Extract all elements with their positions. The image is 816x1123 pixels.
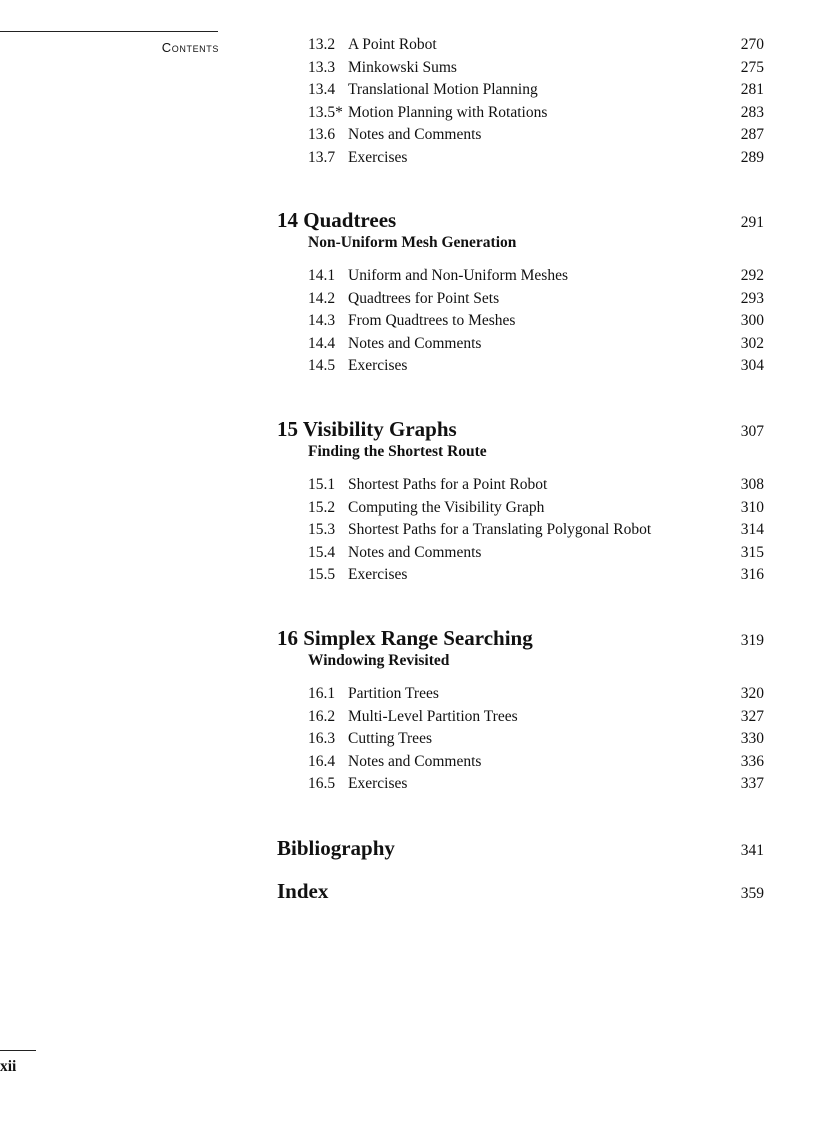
chapter-title: 16 Simplex Range Searching [277, 626, 533, 650]
page-number: 281 [740, 81, 764, 98]
toc-entry[interactable] [308, 476, 764, 494]
page-number: 283 [740, 103, 764, 121]
page-number: 310 [740, 498, 764, 516]
section-title: A Point Robot [348, 36, 437, 53]
page-number: 327 [740, 707, 764, 725]
toc-entry[interactable] [308, 335, 764, 353]
toc-entry[interactable] [308, 104, 764, 122]
section-title: Motion Planning with Rotations [348, 103, 548, 121]
page-number: 314 [740, 521, 764, 538]
section-title: Shortest Paths for a Translating Polygonal Robot [348, 521, 652, 538]
page-number: 300 [740, 312, 764, 329]
chapter-subtitle: Non-Uniform Mesh Generation [308, 234, 517, 251]
footer-rule [0, 1050, 36, 1051]
page-number: 292 [740, 267, 764, 284]
section-title: Notes and Comments [348, 334, 482, 352]
toc-entry[interactable] [308, 708, 764, 726]
folio-page-number: xii [0, 1058, 17, 1075]
running-head: Contents [161, 40, 219, 55]
chapter-title: 15 Visibility Graphs [277, 417, 457, 441]
page-number: 287 [740, 126, 764, 143]
section-number: 16.3 [308, 730, 336, 747]
toc-entry[interactable] [308, 357, 764, 375]
section-number: 15.1 [308, 476, 336, 493]
page-number: 275 [740, 58, 764, 76]
section-number: 15.3 [308, 521, 336, 538]
section-title: Minkowski Sums [348, 58, 457, 76]
toc-entry[interactable] [308, 59, 764, 77]
toc-entry[interactable] [308, 775, 764, 793]
chapter-title: 14 Quadtrees [277, 208, 397, 232]
page-number: 293 [740, 289, 764, 307]
page-number: 315 [740, 543, 764, 561]
toc-entry[interactable] [308, 149, 764, 167]
toc-entry[interactable] [308, 544, 764, 562]
toc-entry[interactable] [308, 126, 764, 144]
section-number: 13.7 [308, 148, 336, 166]
toc-entry-bibliography[interactable] [277, 836, 764, 860]
section-title: Quadtrees for Point Sets [348, 289, 500, 307]
chapter-subtitle: Finding the Shortest Route [308, 443, 487, 460]
toc-entry[interactable] [308, 753, 764, 771]
section-number: 14.4 [308, 334, 336, 352]
section-title: Notes and Comments [348, 543, 482, 561]
section-number: 16.1 [308, 685, 336, 702]
section-title: Partition Trees [348, 685, 439, 702]
backmatter-title: Bibliography [277, 836, 395, 860]
page-number: 307 [740, 423, 764, 440]
section-title: Exercises [348, 775, 408, 792]
chapter-heading[interactable] [277, 208, 764, 232]
toc-entry[interactable] [308, 566, 764, 584]
section-number: 16.5 [308, 775, 336, 792]
toc-entry[interactable] [308, 685, 764, 703]
chapter-heading[interactable] [277, 626, 764, 650]
section-number: 16.4 [308, 752, 336, 770]
section-number: 15.5 [308, 566, 336, 583]
page-number: 341 [740, 842, 764, 859]
section-title: Exercises [348, 148, 408, 166]
page-number: 316 [740, 566, 764, 583]
page-number: 336 [740, 752, 764, 770]
section-number: 15.2 [308, 498, 336, 516]
page-number: 320 [740, 685, 764, 702]
page-number: 359 [740, 885, 764, 902]
section-title: Computing the Visibility Graph [348, 498, 545, 516]
toc-entry[interactable] [308, 267, 764, 285]
page-number: 330 [740, 730, 764, 747]
page-number: 302 [740, 334, 764, 352]
section-title: Exercises [348, 357, 408, 374]
section-number: 15.4 [308, 543, 336, 561]
section-number: 14.2 [308, 289, 336, 307]
toc-entry[interactable] [308, 730, 764, 748]
page-number: 289 [740, 148, 764, 166]
chapter-heading[interactable] [277, 417, 764, 441]
page-number: 308 [740, 476, 764, 493]
toc-entry[interactable] [308, 312, 764, 330]
section-title: Cutting Trees [348, 730, 432, 747]
section-title: Translational Motion Planning [348, 81, 538, 98]
toc-entry[interactable] [308, 499, 764, 517]
backmatter-title: Index [277, 879, 329, 903]
toc-entry[interactable] [308, 81, 764, 99]
page-number: 304 [740, 357, 764, 374]
section-number: 13.2 [308, 36, 336, 53]
toc-entry[interactable] [308, 290, 764, 308]
page-number: 337 [740, 775, 764, 792]
section-title: Shortest Paths for a Point Robot [348, 476, 548, 493]
section-title: Notes and Comments [348, 752, 482, 770]
toc-entry[interactable] [308, 521, 764, 539]
section-number: 13.6 [308, 126, 336, 143]
header-rule [0, 31, 218, 32]
page-number: 291 [740, 214, 764, 231]
section-number: 14.1 [308, 267, 336, 284]
section-number: 14.5 [308, 357, 336, 374]
toc-entry-index[interactable] [277, 879, 764, 903]
section-number: 13.3 [308, 58, 336, 76]
section-number: 16.2 [308, 707, 336, 725]
section-number: 13.5* [308, 103, 343, 121]
section-number: 14.3 [308, 312, 336, 329]
section-number: 13.4 [308, 81, 336, 98]
section-title: Multi-Level Partition Trees [348, 707, 518, 725]
chapter-subtitle: Windowing Revisited [308, 652, 450, 669]
page-number: 319 [740, 632, 764, 649]
section-title: Exercises [348, 566, 408, 583]
section-title: From Quadtrees to Meshes [348, 312, 516, 329]
page-number: 270 [740, 36, 764, 53]
section-title: Notes and Comments [348, 126, 482, 143]
section-title: Uniform and Non-Uniform Meshes [348, 267, 568, 284]
toc-entry[interactable] [308, 36, 764, 54]
